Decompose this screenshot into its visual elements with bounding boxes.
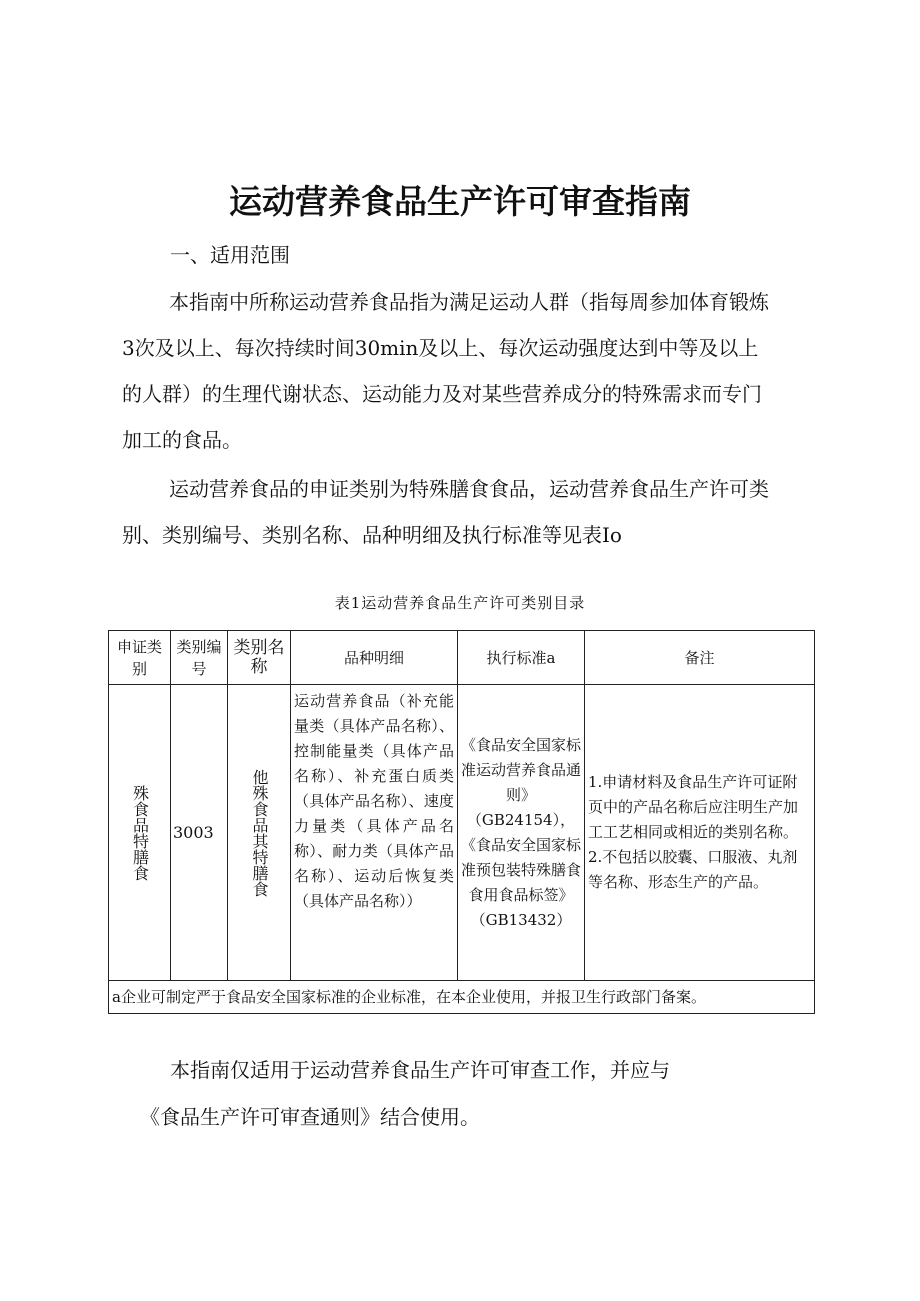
- header-standard: 执行标准a: [458, 631, 585, 685]
- section-heading: 一、适用范围: [170, 243, 290, 267]
- name-text: 他殊食品其特膳食: [250, 768, 269, 897]
- paragraph-line: 的人群）的生理代谢状态、运动能力及对某些营养成分的特殊需求而专门: [122, 382, 762, 406]
- paragraph-usage: 本指南仅适用于运动营养食品生产许可审查工作，并应与: [170, 1058, 670, 1082]
- page-title: 运动营养食品生产许可审查指南: [229, 182, 691, 221]
- table-header-row: [109, 631, 815, 685]
- paragraph-line: 本指南中所称运动营养食品指为满足运动人群（指每周参加体育锻炼: [169, 290, 769, 314]
- table-row: [109, 685, 815, 981]
- table-caption: 表1运动营养食品生产许可类别目录: [334, 594, 586, 612]
- paragraph-line: 3次及以上、每次持续时间30min及以上、每次运动强度达到中等及以上: [122, 336, 759, 360]
- header-detail: 品种明细: [291, 631, 458, 685]
- table-footnote: a企业可制定严于食品安全国家标准的企业标准，在本企业使用，并报卫生行政部门备案。: [109, 981, 815, 1014]
- header-code: 类别编号: [171, 631, 228, 685]
- category-text: 殊食品特膳食: [130, 784, 150, 881]
- header-remark: 备注: [585, 631, 815, 685]
- cell-category: [109, 685, 171, 981]
- cell-code: 3003: [171, 685, 228, 981]
- category-table: [108, 630, 815, 1014]
- paragraph-usage-cont: 《食品生产许可审查通则》结合使用。: [140, 1105, 480, 1129]
- cell-standard: 《食品安全国家标准运动营养食品通则》（GB24154），《食品安全国家标准预包装特殊膳食食用食品标签》（GB13432）: [458, 685, 585, 981]
- header-name: 类别名称: [228, 631, 291, 685]
- remark-line: 1.申请材料及食品生产许可证附页中的产品名称后应注明生产加工工艺相同或相近的类别名称。: [588, 773, 799, 841]
- table-footnote-row: [109, 981, 815, 1014]
- remark-line: 2.不包括以胶囊、口服液、丸剂等名称、形态生产的产品。: [588, 848, 798, 891]
- paragraph-line: 运动营养食品的申证类别为特殊膳食食品，运动营养食品生产许可类: [169, 477, 769, 501]
- paragraph-line: 别、类别编号、类别名称、品种明细及执行标准等见表Io: [122, 523, 622, 547]
- header-category: 申证类别: [109, 631, 171, 685]
- cell-name: [228, 685, 291, 981]
- paragraph-definition: [122, 279, 822, 463]
- paragraph-category: [122, 466, 822, 558]
- cell-detail: 运动营养食品（补充能量类（具体产品名称）、控制能量类（具体产品名称）、补充蛋白质类（具体产品名称）、速度力量类（具体产品名称）、耐力类（具体产品名称）、运动后恢复类（具体产品名称））: [291, 685, 458, 981]
- paragraph-line: 加工的食品。: [122, 428, 242, 452]
- cell-remark: [585, 685, 815, 981]
